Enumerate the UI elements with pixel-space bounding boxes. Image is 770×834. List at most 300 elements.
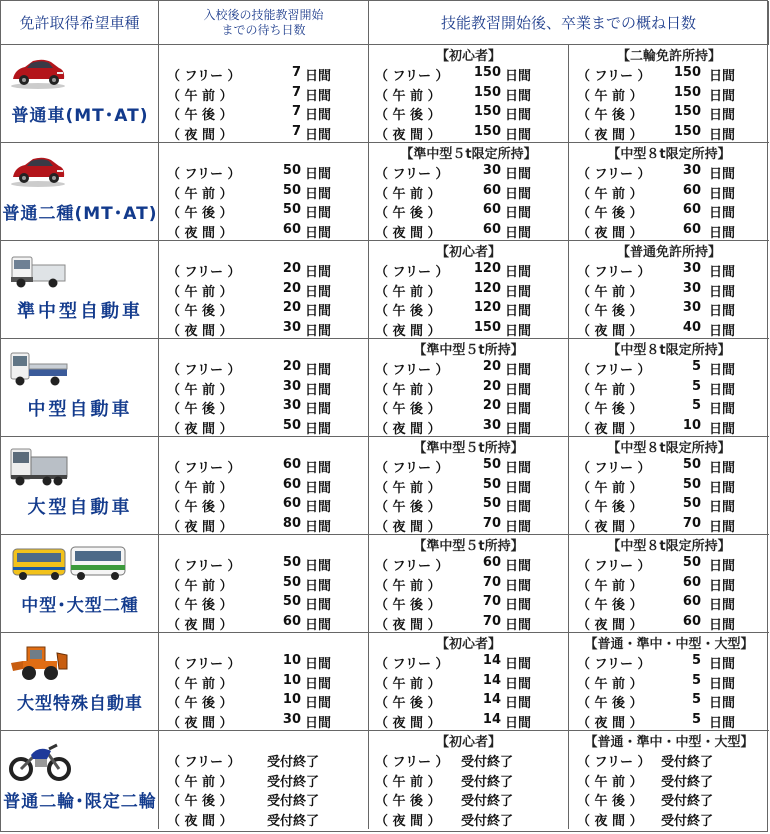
days-value: 150 — [473, 65, 501, 80]
period-label: （ 午 後 ） — [167, 500, 233, 515]
days-value: 60 — [682, 221, 701, 237]
red-car-icon — [9, 151, 67, 193]
graduation-group1-label: 【準中型５t限定所持】 — [400, 147, 537, 162]
period-line — [569, 555, 769, 575]
period-label: （ 午 後 ） — [167, 794, 233, 809]
period-label: （ フリー ） — [577, 265, 651, 280]
days-value: 受付終了 — [267, 794, 320, 809]
vehicle-name: 普通二種(MT･AT) — [2, 204, 158, 224]
days-value: 150 — [673, 84, 701, 100]
flatbed-truck-icon — [9, 347, 69, 391]
period-line — [569, 810, 769, 830]
period-label: （ 夜 間 ） — [375, 519, 441, 535]
period-line — [159, 477, 368, 497]
days-unit: 日間 — [305, 519, 332, 535]
wait-days-cell — [159, 143, 369, 240]
days-unit: 日間 — [505, 88, 532, 104]
days-value: 50 — [282, 202, 301, 217]
wait-days-cell — [159, 339, 369, 436]
days-value: 受付終了 — [661, 794, 714, 809]
days-unit: 日間 — [505, 696, 532, 711]
days-value: 20 — [282, 359, 301, 374]
days-value: 70 — [682, 515, 701, 531]
period-line — [369, 320, 568, 340]
days-value: 60 — [282, 457, 301, 472]
period-label: （ 午 後 ） — [167, 598, 233, 613]
graduation-group2-label: 【普通・準中・中型・大型】 — [584, 735, 754, 750]
period-line — [159, 163, 368, 183]
period-label: （ 午 後 ） — [375, 500, 441, 515]
period-label: （ 午 後 ） — [577, 304, 643, 319]
period-label: （ フリー ） — [577, 657, 651, 672]
days-value: 30 — [682, 300, 701, 315]
graduation-group1-label: 【初心者】 — [435, 245, 501, 260]
days-unit: 日間 — [305, 108, 332, 123]
days-value: 50 — [282, 163, 301, 178]
period-label: （ 夜 間 ） — [577, 421, 643, 437]
period-line — [159, 261, 368, 281]
period-line — [569, 614, 769, 634]
period-line — [159, 418, 368, 438]
wheel-loader-icon — [9, 641, 69, 687]
graduation-group1-cell — [369, 143, 569, 240]
period-line — [159, 810, 368, 830]
period-line — [159, 516, 368, 536]
days-value: 60 — [682, 202, 701, 217]
period-line — [159, 222, 368, 242]
days-unit: 日間 — [305, 69, 332, 84]
days-value: 50 — [682, 496, 701, 511]
period-label: （ フリー ） — [167, 265, 241, 280]
period-label: （ 午 後 ） — [577, 794, 643, 809]
white-truck-icon — [9, 249, 67, 293]
days-value: 150 — [673, 123, 701, 139]
days-unit: 日間 — [709, 108, 736, 123]
period-line — [569, 124, 769, 144]
days-unit: 日間 — [305, 225, 332, 241]
days-value: 受付終了 — [461, 774, 514, 790]
graduation-group2-label: 【中型８t限定所持】 — [607, 441, 731, 456]
days-unit: 日間 — [505, 323, 532, 339]
days-value: 150 — [473, 319, 501, 335]
days-value: 受付終了 — [461, 794, 514, 809]
period-line — [369, 790, 568, 810]
days-value: 5 — [691, 711, 701, 727]
period-label: （ フリー ） — [375, 265, 449, 280]
days-value: 受付終了 — [267, 813, 320, 829]
period-label: （ 午 後 ） — [375, 696, 441, 711]
graduation-group1-cell — [369, 45, 569, 142]
period-label: （ 午 後 ） — [375, 304, 441, 319]
period-line — [369, 398, 568, 418]
period-label: （ 午 前 ） — [375, 382, 441, 398]
period-label: （ 午 後 ） — [577, 500, 643, 515]
days-value: 50 — [282, 555, 301, 570]
period-line — [159, 555, 368, 575]
period-line — [159, 673, 368, 693]
days-value: 14 — [482, 711, 501, 727]
period-line — [369, 65, 568, 85]
vehicle-cell — [1, 45, 159, 142]
table-row — [1, 633, 769, 731]
graduation-group2-cell — [569, 535, 769, 632]
days-value: 10 — [282, 672, 301, 688]
red-car-icon-graphic — [9, 151, 67, 189]
period-label: （ 夜 間 ） — [577, 225, 643, 241]
period-label: （ フリー ） — [167, 657, 241, 672]
period-label: （ 夜 間 ） — [577, 715, 643, 731]
days-unit: 日間 — [505, 657, 532, 672]
days-value: 5 — [691, 672, 701, 688]
white-truck-icon-graphic — [9, 249, 67, 289]
period-label: （ 夜 間 ） — [375, 323, 441, 339]
days-value: 70 — [482, 613, 501, 629]
days-value: 7 — [291, 104, 301, 119]
period-label: （ 午 前 ） — [375, 186, 441, 202]
period-line — [569, 183, 769, 203]
days-unit: 日間 — [709, 265, 736, 280]
period-line — [159, 104, 368, 124]
days-value: 120 — [473, 280, 501, 296]
days-unit: 日間 — [709, 421, 736, 437]
days-unit: 日間 — [505, 676, 532, 692]
days-value: 5 — [691, 359, 701, 374]
period-label: （ フリー ） — [375, 167, 449, 182]
period-label: （ 夜 間 ） — [167, 519, 233, 535]
period-label: （ フリー ） — [577, 461, 651, 476]
period-label: （ 午 後 ） — [375, 206, 441, 221]
days-unit: 日間 — [305, 461, 332, 476]
period-label: （ 午 前 ） — [577, 774, 643, 790]
days-value: 30 — [682, 163, 701, 178]
period-label: （ 夜 間 ） — [375, 813, 441, 829]
period-label: （ 午 前 ） — [375, 480, 441, 496]
days-unit: 日間 — [305, 598, 332, 613]
period-line — [369, 222, 568, 242]
days-unit: 日間 — [305, 206, 332, 221]
period-line — [369, 496, 568, 516]
period-label: （ 夜 間 ） — [167, 421, 233, 437]
graduation-group1-label: 【初心者】 — [435, 735, 501, 750]
period-line — [569, 300, 769, 320]
days-unit: 日間 — [505, 127, 532, 143]
days-value: 7 — [291, 123, 301, 139]
period-label: （ 夜 間 ） — [375, 617, 441, 633]
period-line — [369, 477, 568, 497]
period-label: （ フリー ） — [375, 657, 449, 672]
vehicle-cell — [1, 535, 159, 632]
days-unit: 日間 — [709, 127, 736, 143]
period-line — [159, 751, 368, 771]
days-unit: 日間 — [305, 715, 332, 731]
period-line — [369, 516, 568, 536]
period-line — [369, 104, 568, 124]
graduation-group2-cell — [569, 45, 769, 142]
period-line — [569, 281, 769, 301]
days-unit: 日間 — [709, 715, 736, 731]
days-unit: 日間 — [505, 519, 532, 535]
period-label: （ 夜 間 ） — [167, 127, 233, 143]
days-value: 20 — [482, 378, 501, 394]
days-unit: 日間 — [505, 461, 532, 476]
period-line — [569, 771, 769, 791]
period-label: （ フリー ） — [375, 559, 449, 574]
days-unit: 日間 — [505, 500, 532, 515]
days-value: 40 — [682, 319, 701, 335]
days-value: 20 — [282, 280, 301, 296]
days-unit: 日間 — [305, 657, 332, 672]
red-car-icon — [9, 53, 67, 95]
days-value: 10 — [682, 417, 701, 433]
days-unit: 日間 — [505, 578, 532, 594]
period-line — [159, 712, 368, 732]
period-label: （ 夜 間 ） — [577, 813, 643, 829]
days-value: 60 — [482, 202, 501, 217]
period-line — [569, 516, 769, 536]
period-line — [569, 692, 769, 712]
days-unit: 日間 — [305, 127, 332, 143]
period-line — [369, 575, 568, 595]
days-unit: 日間 — [505, 382, 532, 398]
bus-icon — [11, 543, 127, 587]
days-value: 20 — [282, 300, 301, 315]
days-unit: 日間 — [709, 500, 736, 515]
period-line — [569, 163, 769, 183]
period-label: （ フリー ） — [167, 461, 241, 476]
flatbed-truck-icon-graphic — [9, 347, 69, 387]
period-line — [369, 379, 568, 399]
vehicle-name: 普通二輪･限定二輪 — [3, 792, 157, 812]
days-value: 30 — [682, 280, 701, 296]
period-line — [369, 359, 568, 379]
wait-days-cell — [159, 731, 369, 829]
period-line — [369, 594, 568, 614]
period-label: （ フリー ） — [167, 69, 241, 84]
days-unit: 日間 — [709, 69, 736, 84]
period-label: （ フリー ） — [577, 363, 651, 378]
period-label: （ 夜 間 ） — [167, 813, 233, 829]
period-label: （ 午 前 ） — [167, 186, 233, 202]
period-label: （ 午 前 ） — [577, 382, 643, 398]
period-line — [569, 379, 769, 399]
header-wait-days-line1: 入校後の技能教習開始 — [203, 7, 324, 22]
period-line — [159, 575, 368, 595]
days-value: 受付終了 — [461, 813, 514, 829]
graduation-group2-label: 【二輪免許所持】 — [616, 49, 721, 64]
graduation-group2-cell — [569, 143, 769, 240]
period-label: （ 夜 間 ） — [375, 127, 441, 143]
days-value: 7 — [291, 65, 301, 80]
days-unit: 日間 — [505, 265, 532, 280]
days-unit: 日間 — [305, 382, 332, 398]
days-unit: 日間 — [709, 402, 736, 417]
period-line — [369, 673, 568, 693]
period-label: （ 午 前 ） — [167, 382, 233, 398]
period-label: （ 午 後 ） — [167, 696, 233, 711]
days-unit: 日間 — [709, 480, 736, 496]
period-label: （ 午 後 ） — [167, 108, 233, 123]
days-value: 30 — [282, 378, 301, 394]
days-unit: 日間 — [505, 167, 532, 182]
vehicle-name: 大型自動車 — [27, 497, 133, 518]
days-value: 14 — [482, 672, 501, 688]
graduation-group1-cell — [369, 437, 569, 534]
large-truck-icon-graphic — [9, 445, 69, 487]
days-unit: 日間 — [505, 617, 532, 633]
days-unit: 日間 — [305, 696, 332, 711]
period-line — [569, 496, 769, 516]
period-line — [569, 398, 769, 418]
graduation-group2-label: 【中型８t限定所持】 — [607, 539, 731, 554]
period-label: （ 夜 間 ） — [375, 421, 441, 437]
period-line — [159, 124, 368, 144]
graduation-group2-cell — [569, 731, 769, 829]
period-label: （ 午 前 ） — [577, 88, 643, 104]
graduation-group1-cell — [369, 241, 569, 338]
period-label: （ 午 後 ） — [577, 696, 643, 711]
days-unit: 日間 — [709, 167, 736, 182]
red-car-icon-graphic — [9, 53, 67, 91]
period-line — [159, 359, 368, 379]
wait-days-cell — [159, 633, 369, 730]
period-label: （ 夜 間 ） — [577, 323, 643, 339]
days-value: 50 — [282, 594, 301, 609]
period-label: （ 午 前 ） — [375, 284, 441, 300]
period-label: （ 午 前 ） — [167, 284, 233, 300]
days-unit: 日間 — [505, 421, 532, 437]
period-label: （ 午 後 ） — [375, 108, 441, 123]
days-value: 20 — [282, 261, 301, 276]
period-label: （ 午 後 ） — [167, 304, 233, 319]
days-value: 10 — [282, 692, 301, 707]
days-value: 30 — [482, 417, 501, 433]
graduation-group1-label: 【初心者】 — [435, 637, 501, 652]
days-value: 7 — [291, 84, 301, 100]
period-label: （ 午 前 ） — [167, 774, 233, 790]
days-unit: 日間 — [709, 186, 736, 202]
days-unit: 日間 — [709, 323, 736, 339]
table-row — [1, 437, 769, 535]
period-label: （ 午 後 ） — [167, 206, 233, 221]
period-line — [159, 614, 368, 634]
days-value: 10 — [282, 653, 301, 668]
days-unit: 日間 — [709, 696, 736, 711]
period-line — [569, 457, 769, 477]
header-wait-days — [159, 1, 369, 44]
table-row — [1, 535, 769, 633]
period-label: （ 午 前 ） — [577, 676, 643, 692]
period-line — [569, 65, 769, 85]
period-label: （ 午 後 ） — [375, 598, 441, 613]
days-value: 50 — [282, 574, 301, 590]
period-label: （ 午 前 ） — [577, 578, 643, 594]
period-label: （ フリー ） — [375, 363, 449, 378]
motorcycle-icon — [9, 739, 71, 785]
days-unit: 日間 — [709, 363, 736, 378]
period-label: （ 午 前 ） — [375, 774, 441, 790]
days-value: 60 — [282, 476, 301, 492]
table-row — [1, 339, 769, 437]
period-label: （ 午 後 ） — [577, 206, 643, 221]
days-unit: 日間 — [709, 206, 736, 221]
days-unit: 日間 — [505, 284, 532, 300]
graduation-group2-cell — [569, 437, 769, 534]
graduation-group2-label: 【普通免許所持】 — [616, 245, 721, 260]
graduation-group1-label: 【初心者】 — [435, 49, 501, 64]
period-label: （ フリー ） — [375, 461, 449, 476]
days-value: 5 — [691, 692, 701, 707]
period-line — [369, 457, 568, 477]
days-value: 受付終了 — [661, 813, 714, 829]
days-value: 30 — [282, 319, 301, 335]
period-line — [369, 771, 568, 791]
period-line — [369, 183, 568, 203]
period-line — [159, 771, 368, 791]
days-value: 60 — [282, 221, 301, 237]
period-line — [569, 712, 769, 732]
period-line — [159, 398, 368, 418]
days-value: 30 — [682, 261, 701, 276]
days-value: 50 — [482, 496, 501, 511]
period-label: （ 夜 間 ） — [577, 519, 643, 535]
period-line — [369, 300, 568, 320]
period-line — [159, 65, 368, 85]
vehicle-name: 中型自動車 — [27, 399, 133, 420]
days-value: 70 — [482, 594, 501, 609]
vehicle-cell — [1, 143, 159, 240]
days-unit: 日間 — [305, 676, 332, 692]
days-value: 60 — [682, 574, 701, 590]
period-line — [369, 692, 568, 712]
days-unit: 日間 — [709, 461, 736, 476]
graduation-group1-label: 【準中型５t所持】 — [413, 539, 524, 554]
days-value: 60 — [482, 555, 501, 570]
days-unit: 日間 — [305, 421, 332, 437]
period-label: （ 午 前 ） — [167, 578, 233, 594]
days-value: 120 — [473, 261, 501, 276]
period-label: （ 午 後 ） — [167, 402, 233, 417]
graduation-group1-cell — [369, 535, 569, 632]
days-value: 50 — [282, 417, 301, 433]
period-line — [569, 653, 769, 673]
period-line — [569, 222, 769, 242]
days-value: 70 — [482, 574, 501, 590]
period-line — [369, 261, 568, 281]
days-value: 5 — [691, 398, 701, 413]
graduation-group2-label: 【中型８t限定所持】 — [607, 147, 731, 162]
days-unit: 日間 — [505, 715, 532, 731]
days-value: 20 — [482, 359, 501, 374]
days-unit: 日間 — [709, 578, 736, 594]
days-value: 60 — [682, 613, 701, 629]
days-unit: 日間 — [505, 598, 532, 613]
days-unit: 日間 — [709, 676, 736, 692]
period-line — [159, 594, 368, 614]
days-unit: 日間 — [709, 88, 736, 104]
days-value: 60 — [282, 613, 301, 629]
days-unit: 日間 — [305, 284, 332, 300]
period-line — [569, 104, 769, 124]
period-label: （ 午 後 ） — [375, 402, 441, 417]
period-line — [569, 751, 769, 771]
vehicle-cell — [1, 437, 159, 534]
period-line — [159, 496, 368, 516]
period-line — [569, 477, 769, 497]
graduation-group2-cell — [569, 339, 769, 436]
days-unit: 日間 — [709, 598, 736, 613]
days-value: 60 — [282, 496, 301, 511]
days-value: 60 — [682, 182, 701, 198]
